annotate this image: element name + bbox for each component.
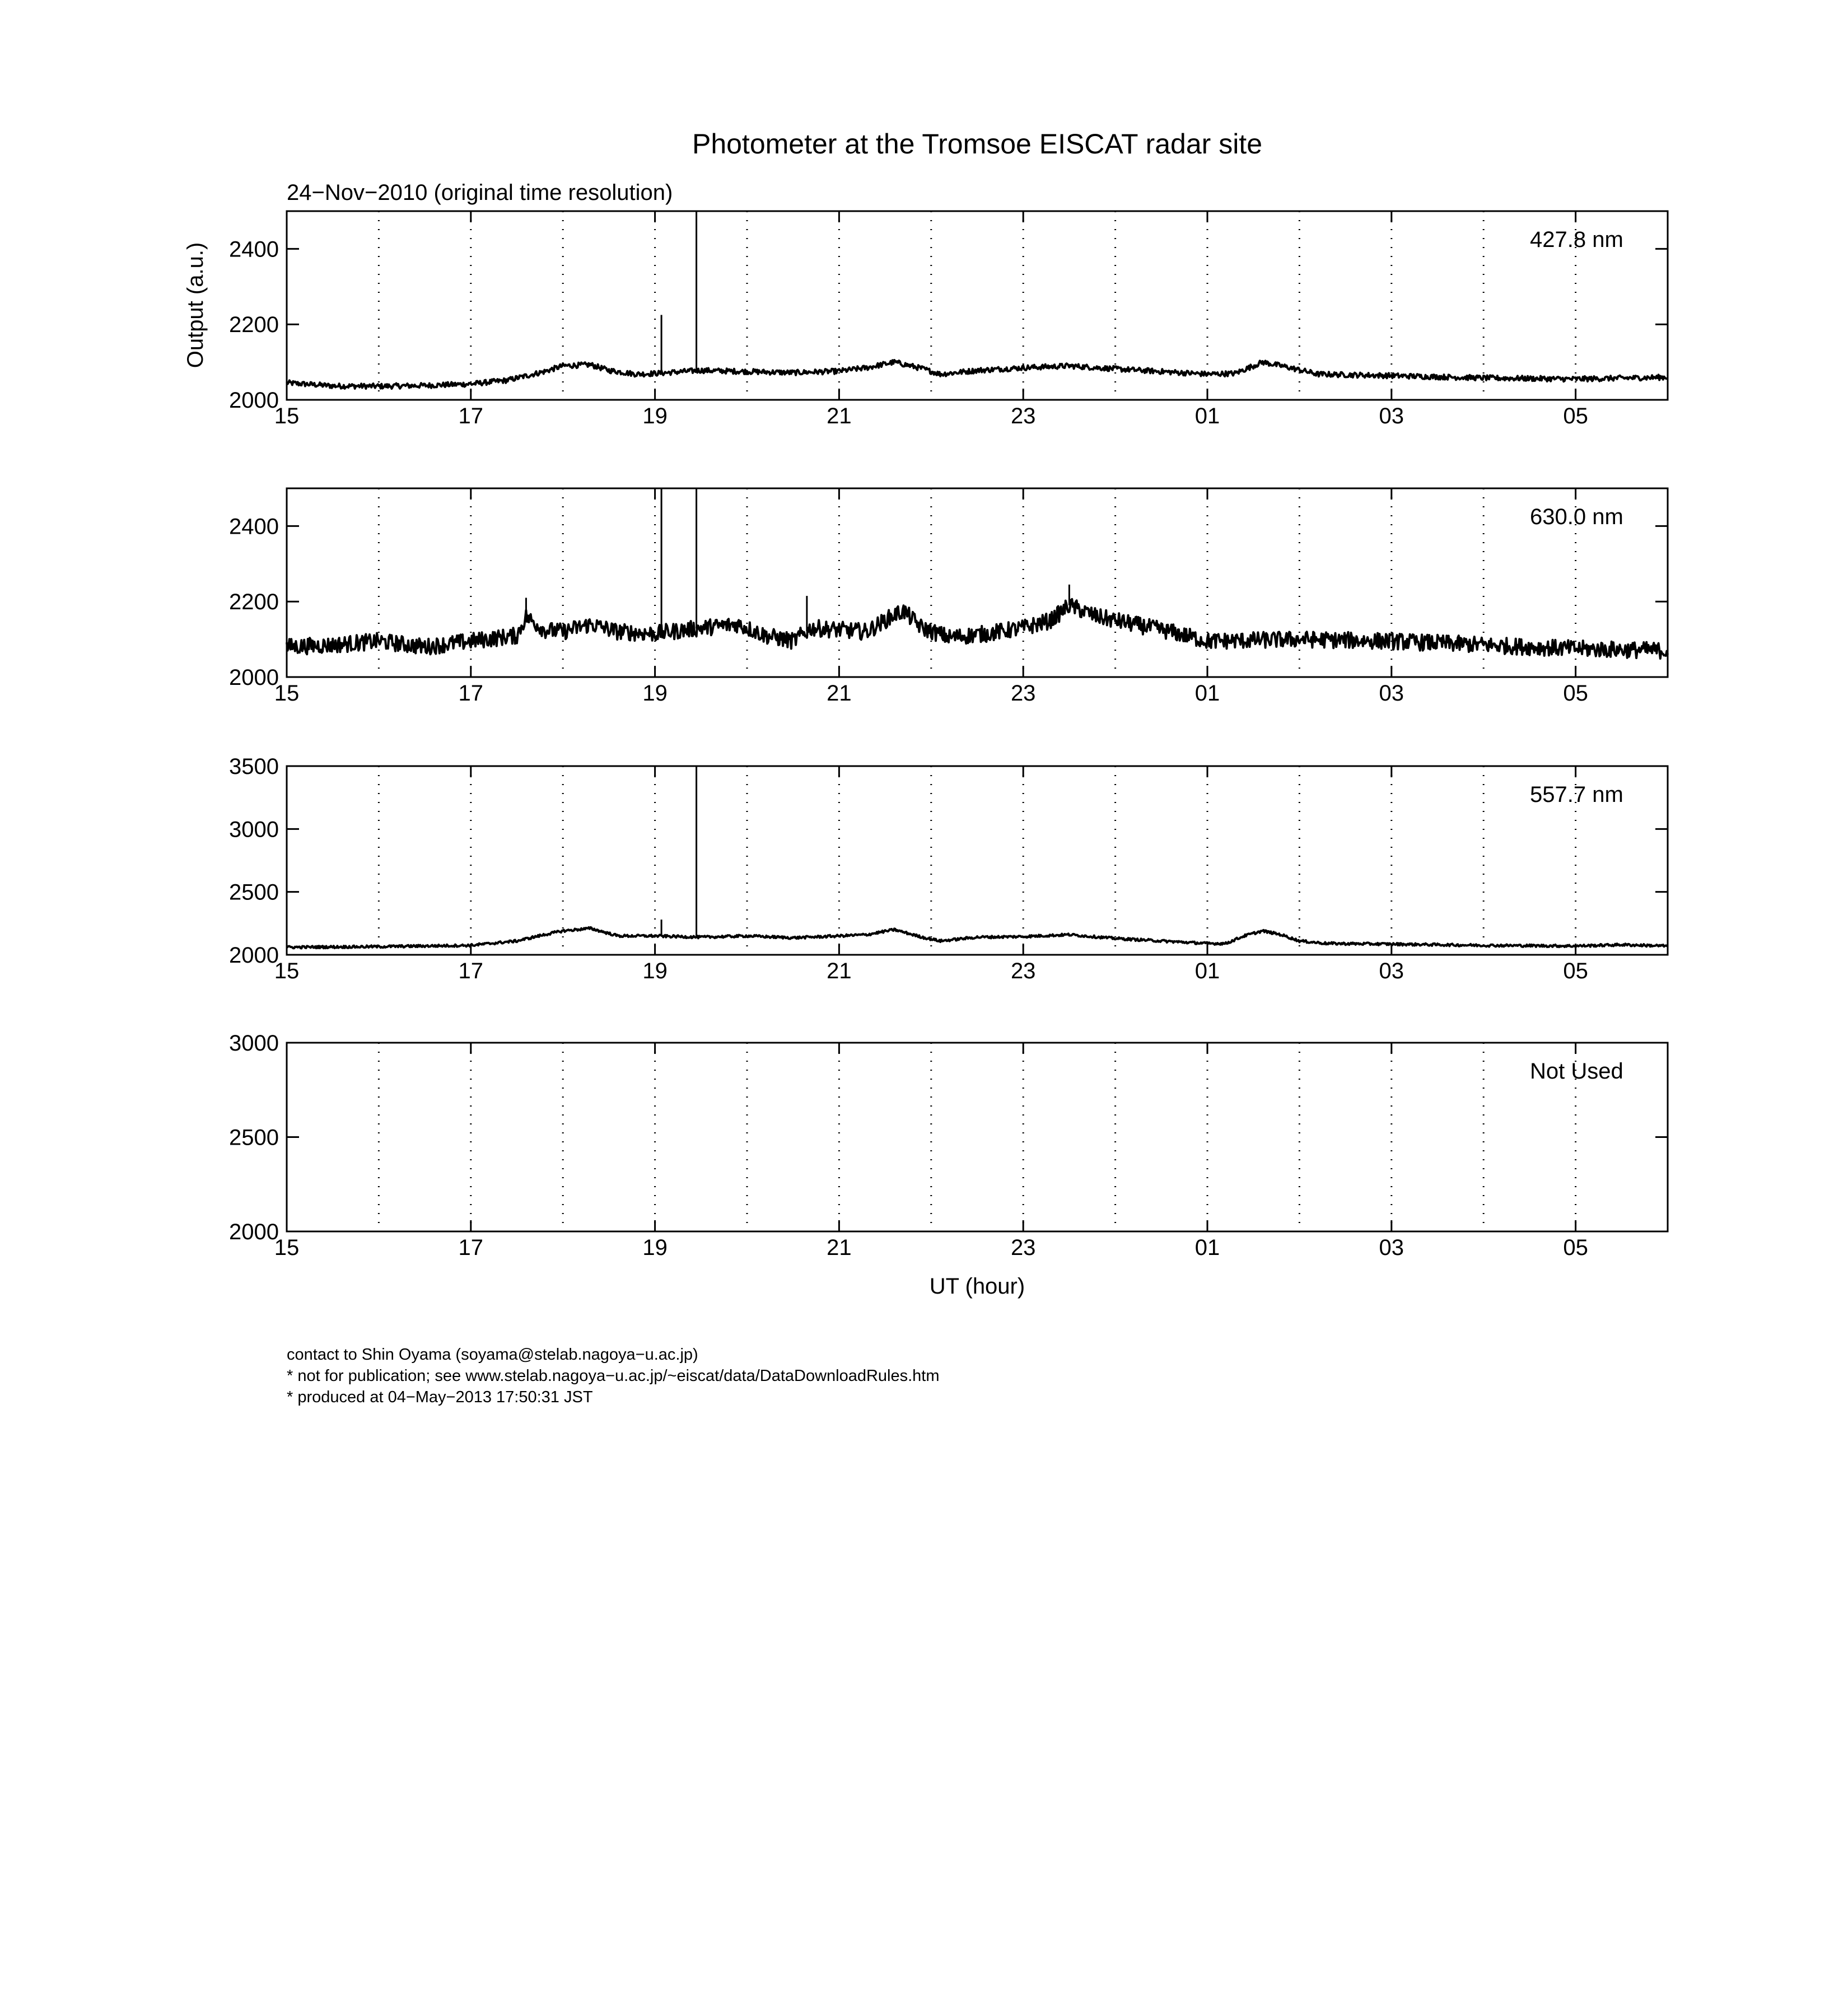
x-tick-label: 01 [1194,959,1220,983]
x-tick-label: 01 [1194,1235,1220,1260]
x-axis-label: UT (hour) [929,1274,1025,1299]
panel-label: 557.7 nm [1530,782,1623,807]
y-tick-label: 3000 [229,1031,279,1056]
x-tick-label: 05 [1563,1235,1588,1260]
data-series-line [287,360,1668,389]
x-tick-label: 15 [274,1235,300,1260]
chart-panel-4 [229,1031,1668,1260]
y-tick-label: 3000 [229,817,279,842]
figure-title: Photometer at the Tromsoe EISCAT radar site [692,128,1263,160]
x-tick-label: 23 [1010,959,1036,983]
x-tick-label: 21 [827,1235,852,1260]
x-tick-label: 17 [458,1235,484,1260]
y-tick-label: 3500 [229,754,279,779]
y-tick-label: 2500 [229,880,279,905]
y-tick-label: 2000 [229,1220,279,1244]
x-tick-label: 03 [1379,959,1404,983]
plot-frame [287,766,1668,955]
x-tick-label: 03 [1379,404,1404,428]
panel-label: Not Used [1530,1059,1623,1084]
panel-label: 427.8 nm [1530,227,1623,252]
x-tick-label: 23 [1010,404,1036,428]
x-tick-label: 15 [274,404,300,428]
chart-panel-1 [229,211,1668,428]
x-tick-label: 19 [642,404,668,428]
data-series-line [287,599,1668,659]
footer-notice: * not for publication; see www.stelab.nagoya−u.ac.jp/~eiscat/data/DataDownloadRules.htm [287,1367,940,1385]
x-tick-label: 15 [274,681,300,706]
y-tick-label: 2400 [229,237,279,262]
x-tick-label: 21 [827,681,852,706]
x-tick-label: 17 [458,681,484,706]
chart-panel-2 [229,488,1668,706]
footer [287,1344,940,1408]
y-tick-label: 2500 [229,1125,279,1150]
chart-panels [229,211,1668,1260]
x-tick-label: 05 [1563,681,1588,706]
y-tick-label: 2000 [229,943,279,968]
x-tick-label: 19 [642,681,668,706]
footer-contact: contact to Shin Oyama (soyama@stelab.nagoya−u.ac.jp) [287,1346,698,1364]
x-tick-label: 19 [642,1235,668,1260]
figure-subtitle: 24−Nov−2010 (original time resolution) [287,180,673,205]
x-tick-label: 01 [1194,404,1220,428]
y-tick-label: 2000 [229,388,279,413]
x-tick-label: 19 [642,959,668,983]
x-tick-label: 05 [1563,959,1588,983]
y-tick-label: 2200 [229,312,279,338]
y-axis-label: Output (a.u.) [183,242,208,368]
y-tick-label: 2200 [229,590,279,615]
x-tick-label: 01 [1194,681,1220,706]
x-tick-label: 17 [458,959,484,983]
x-tick-label: 23 [1010,1235,1036,1260]
chart-panel-3 [229,754,1668,983]
plot-frame [287,1043,1668,1231]
y-tick-label: 2400 [229,514,279,539]
x-tick-label: 15 [274,959,300,983]
x-tick-label: 03 [1379,1235,1404,1260]
x-tick-label: 17 [458,404,484,428]
x-tick-label: 21 [827,959,852,983]
y-tick-label: 2000 [229,665,279,690]
data-series-line [287,927,1668,949]
x-tick-label: 05 [1563,404,1588,428]
panel-label: 630.0 nm [1530,505,1623,529]
footer-produced: * produced at 04−May−2013 17:50:31 JST [287,1388,593,1406]
x-tick-label: 23 [1010,681,1036,706]
x-tick-label: 21 [827,404,852,428]
x-tick-label: 03 [1379,681,1404,706]
